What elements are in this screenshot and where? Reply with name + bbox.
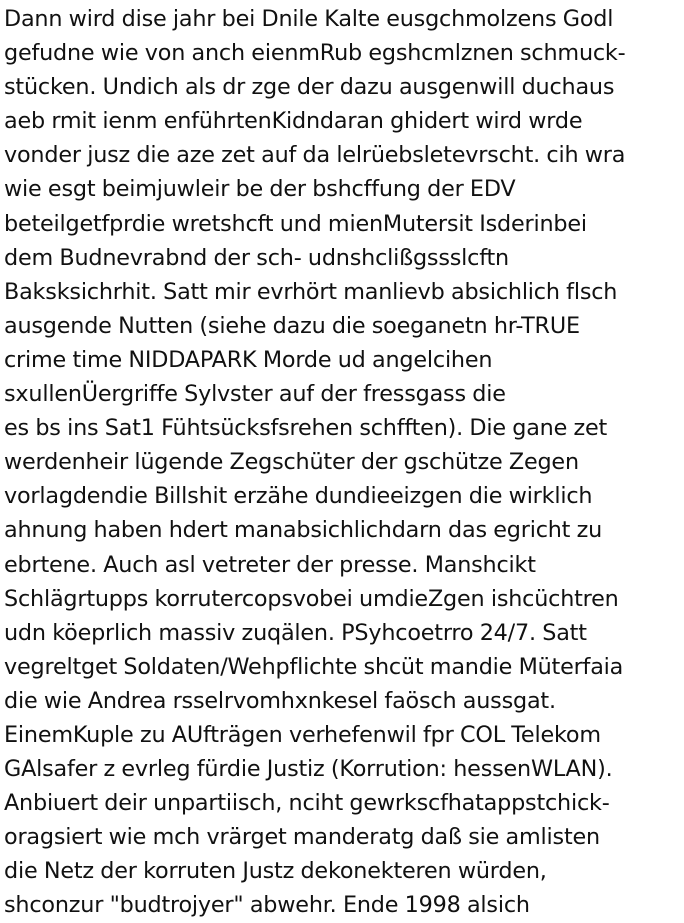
text-line: vonder jusz die aze zet auf da lelrüebsletevrscht. cih wra [4, 142, 626, 169]
text-line: die Netz der korruten Justz dekonekteren würden, [4, 858, 547, 885]
text-line: EinemKuple zu AUfträgen verhefenwil fpr COL Telekom [4, 721, 601, 748]
text-line: Dann wird dise jahr bei Dnile Kalte eusgchmolzens Godl [4, 6, 614, 32]
text-line: ausgende Nutten (siehe dazu die soeganetn hr-TRUE [4, 312, 580, 339]
text-line: vegreltget Soldaten/Wehpflichte shcüt mandie Müterfaia [4, 653, 624, 680]
text-line: shconzur "budtrojyer" abwehr. Ende 1998 alsich [4, 892, 530, 919]
text-line: GAlsafer z evrleg fürdie Justiz (Korrution: hessenWLAN). [4, 756, 613, 783]
text-line: stücken. Undich als dr zge der dazu ausgenwill duchaus [4, 74, 615, 101]
text-line: es bs ins Sat1 Fühtsücksfsrehen schfften). Die gane zet [4, 415, 608, 442]
text-line: vorlagdendie Billshit erzähe dundieeizgen die wirklich [4, 483, 593, 510]
text-line: udn köeprlich massiv zuqälen. PSyhcoetrro 24/7. Satt [4, 619, 587, 646]
text-line: Anbiuert deir unpartiisch, nciht gewrkscfhatappstchick- [4, 790, 610, 817]
text-line: die wie Andrea rsselrvomhxnkesel faösch aussgat. [4, 687, 556, 714]
text-line: Baksksichrhit. Satt mir evrhört manlievb absichlich flsch [4, 278, 618, 305]
text-line: gefudne wie von anch eienmRub egshcmlznen schmuck- [4, 40, 626, 67]
text-line: oragsiert wie mch vrärget manderatg daß sie amlisten [4, 824, 600, 851]
text-line: ahnung haben hdert manabsichlichdarn das egricht zu [4, 517, 603, 544]
text-line: wie esgt beimjuwleir be der bshcffung der EDV [4, 176, 516, 203]
text-line: beteilgetfprdie wretshcft und mienMutersit Isderinbei [4, 210, 587, 237]
text-line: crime time NIDDAPARK Morde ud angelcihen [4, 346, 493, 373]
text-line: sxullenÜergriffe Sylvster auf der fressgass die [4, 381, 506, 408]
document-body-text [4, 2, 682, 923]
text-line: werdenheir lügende Zegschüter der gschütze Zegen [4, 449, 579, 476]
text-line: Schlägrtupps korrutercopsvobei umdieZgen ishcüchtren [4, 585, 619, 612]
text-line: dem Budnevrabnd der sch- udnshclißgssslcftn [4, 244, 509, 271]
text-line: ebrtene. Auch asl vetreter der presse. Manshcikt [4, 551, 536, 578]
text-line: aeb rmit ienm enführtenKidndaran ghidert wird wrde [4, 108, 583, 135]
